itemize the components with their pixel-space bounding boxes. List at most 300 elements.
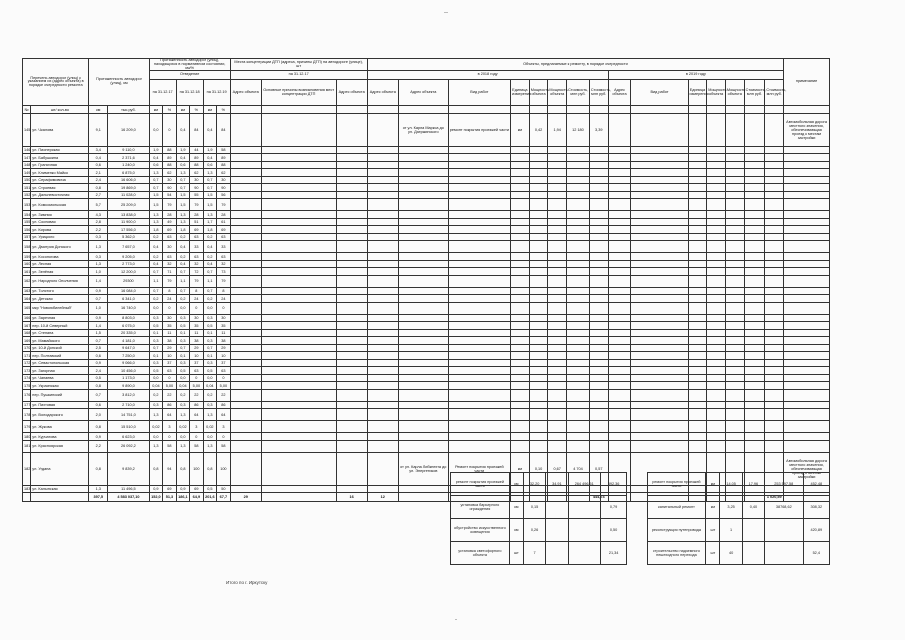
table-row bbox=[23, 211, 830, 219]
table-row bbox=[23, 401, 830, 409]
blank-cell bbox=[336, 367, 367, 375]
blank-cell bbox=[336, 275, 367, 287]
blank-cell bbox=[398, 260, 448, 268]
row-val-e: 0,2 bbox=[203, 295, 216, 303]
row-val-e: 0,7 bbox=[203, 344, 216, 352]
blank-cell bbox=[230, 233, 261, 241]
row-length: 0,3 bbox=[89, 253, 108, 261]
blank-cell bbox=[589, 382, 608, 390]
blank-cell bbox=[448, 260, 510, 268]
blank-cell bbox=[589, 233, 608, 241]
blank-cell bbox=[511, 260, 530, 268]
blank-cell bbox=[784, 161, 830, 169]
blank-cell bbox=[398, 146, 448, 154]
blank-cell bbox=[567, 253, 590, 261]
blank-cell bbox=[725, 169, 744, 177]
blank-cell bbox=[784, 211, 830, 219]
row-val-e: 0,04 bbox=[203, 382, 216, 390]
blank-cell bbox=[567, 184, 590, 192]
blank-cell bbox=[744, 322, 765, 330]
row-name: ул. Серафимовича bbox=[31, 176, 89, 184]
blank-cell bbox=[725, 268, 744, 276]
blank-cell bbox=[688, 295, 707, 303]
blank-cell bbox=[567, 344, 590, 352]
blank-cell bbox=[765, 374, 784, 382]
header-addr-d: Адрес объекта bbox=[398, 80, 448, 106]
blank-cell bbox=[765, 161, 784, 169]
row-val-b: 10 bbox=[163, 352, 176, 360]
bottom-mark: - bbox=[455, 617, 457, 623]
blank-cell bbox=[627, 519, 647, 542]
blank-cell bbox=[261, 233, 336, 241]
blank-cell bbox=[230, 409, 261, 421]
blank-cell bbox=[529, 314, 548, 322]
row-val-a: 0,1 bbox=[149, 352, 162, 360]
row-name: ул. Севастопольская bbox=[31, 359, 89, 367]
total-c: 186,1 bbox=[176, 493, 189, 502]
blank-cell bbox=[725, 191, 744, 199]
header-col-2019: на 31.12.19 bbox=[203, 80, 230, 106]
row-val-c: 0,1 bbox=[176, 352, 189, 360]
row-val-c: 0,7 bbox=[176, 268, 189, 276]
blank-cell bbox=[511, 295, 530, 303]
blank-cell bbox=[707, 218, 726, 226]
row-number: 167 bbox=[24, 323, 31, 328]
blank-cell bbox=[448, 322, 510, 330]
blank-cell bbox=[725, 176, 744, 184]
table-row bbox=[23, 233, 830, 241]
blank-cell bbox=[688, 337, 707, 345]
blank-cell bbox=[261, 211, 336, 219]
blank-cell bbox=[548, 382, 567, 390]
blank-cell bbox=[529, 218, 548, 226]
blank-cell bbox=[261, 253, 336, 261]
header-cause: Основные причины возникновения мест концентрации ДТП bbox=[261, 80, 336, 106]
blank-cell bbox=[548, 253, 567, 261]
blank-cell bbox=[230, 169, 261, 177]
blank-cell bbox=[707, 176, 726, 184]
summary-x1: 1 bbox=[720, 519, 742, 542]
blank-cell bbox=[230, 359, 261, 367]
blank-cell bbox=[784, 344, 830, 352]
row-val-b: 0 bbox=[163, 433, 176, 441]
row-area: 1 173,0 bbox=[108, 374, 150, 382]
blank-cell bbox=[725, 154, 744, 162]
blank-cell bbox=[398, 421, 448, 433]
row-val-f: 86 bbox=[217, 401, 231, 409]
row-name: ул. 10-й Донской bbox=[31, 344, 89, 352]
blank-cell bbox=[367, 253, 398, 261]
blank-cell bbox=[589, 184, 608, 192]
blank-cell bbox=[707, 329, 726, 337]
row-val-a: 0,2 bbox=[149, 253, 162, 261]
blank-cell bbox=[765, 344, 784, 352]
table-row bbox=[23, 329, 830, 337]
row-val-c: 1,5 bbox=[176, 199, 189, 211]
row-area: 20 335,0 bbox=[108, 329, 150, 337]
row-val-a: 0,2 bbox=[149, 233, 162, 241]
row-val-c: 0,7 bbox=[176, 344, 189, 352]
blank-cell bbox=[230, 275, 261, 287]
table-body bbox=[23, 113, 830, 493]
blank-cell bbox=[529, 352, 548, 360]
row-val-c: 0,8 bbox=[176, 452, 189, 485]
blank-cell bbox=[398, 367, 448, 375]
blank-cell bbox=[261, 268, 336, 276]
row-val-b: 63 bbox=[163, 233, 176, 241]
row-val-a: 0,7 bbox=[149, 344, 162, 352]
blank-cell bbox=[548, 329, 567, 337]
blank-cell bbox=[367, 241, 398, 253]
blank-cell bbox=[589, 337, 608, 345]
row-work: Ремонт покрытия проезжей части bbox=[448, 452, 510, 485]
row-val-d: 29 bbox=[190, 344, 203, 352]
blank-cell bbox=[230, 154, 261, 162]
blank-cell bbox=[631, 211, 688, 219]
row-addr: от ул. Карла Либкнехта до ул. Энергетиков bbox=[398, 452, 448, 485]
row-number: 168 bbox=[24, 331, 31, 336]
row-val-d: 88 bbox=[190, 161, 203, 169]
blank-cell bbox=[336, 452, 367, 485]
blank-cell bbox=[529, 440, 548, 452]
row-val-a: 1,3 bbox=[149, 409, 162, 421]
blank-cell bbox=[398, 382, 448, 390]
row-val-a: 0,4 bbox=[149, 260, 162, 268]
row-name: ул. Косоногова bbox=[31, 253, 89, 261]
blank-cell bbox=[688, 191, 707, 199]
blank-cell bbox=[631, 176, 688, 184]
row-note: Автомобильная дорога местного значения, обеспечивающая проезд к местам застройки bbox=[784, 452, 830, 485]
blank-cell bbox=[261, 421, 336, 433]
row-val-b: 63 bbox=[163, 367, 176, 375]
row-name: ул. Толстого bbox=[31, 287, 89, 295]
row-number: 175 bbox=[24, 383, 31, 388]
row-val-d: 58 bbox=[190, 440, 203, 452]
blank-cell bbox=[631, 268, 688, 276]
blank-cell bbox=[261, 374, 336, 382]
blank-cell bbox=[589, 421, 608, 433]
row-val-d: 63 bbox=[190, 253, 203, 261]
blank-cell bbox=[261, 241, 336, 253]
row-area: 16 209,0 bbox=[108, 113, 150, 146]
blank-cell bbox=[367, 440, 398, 452]
total-g: 29 bbox=[230, 493, 261, 502]
blank-cell bbox=[567, 337, 590, 345]
row-val-d: 90 bbox=[190, 184, 203, 192]
table-row bbox=[23, 337, 830, 345]
blank-cell bbox=[230, 211, 261, 219]
row-vol2: 1,94 bbox=[548, 113, 567, 146]
row-length: 0,3 bbox=[89, 233, 108, 241]
blank-cell bbox=[765, 440, 784, 452]
row-val-b: 69 bbox=[163, 485, 176, 493]
blank-cell bbox=[765, 253, 784, 261]
blank-cell bbox=[765, 146, 784, 154]
blank-cell bbox=[548, 421, 567, 433]
row-val-b: 32 bbox=[163, 260, 176, 268]
blank-cell bbox=[448, 233, 510, 241]
row-val-f: 5,00 bbox=[217, 382, 231, 390]
row-val-e: 0,3 bbox=[203, 359, 216, 367]
blank-cell bbox=[744, 389, 765, 401]
blank-cell bbox=[336, 433, 367, 441]
row-length: 0,9 bbox=[89, 359, 108, 367]
row-val-c: 0,7 bbox=[176, 184, 189, 192]
row-val-f: 0 bbox=[217, 374, 231, 382]
row-area: 6 341,0 bbox=[108, 295, 150, 303]
row-val-d: 28 bbox=[190, 211, 203, 219]
blank-cell bbox=[707, 191, 726, 199]
blank-cell bbox=[511, 253, 530, 261]
header-unit-b: Единица измерения bbox=[688, 80, 707, 106]
row-number: 172 bbox=[24, 361, 31, 366]
row-val-b: 94 bbox=[163, 452, 176, 485]
blank-cell bbox=[725, 146, 744, 154]
blank-cell bbox=[336, 409, 367, 421]
header-kmsub: км bbox=[89, 106, 108, 114]
row-val-f: 24 bbox=[217, 295, 231, 303]
header-2019: в 2019 году bbox=[608, 71, 784, 80]
blank-cell bbox=[631, 226, 688, 234]
blank-cell bbox=[448, 367, 510, 375]
blank-cell bbox=[529, 409, 548, 421]
blank bbox=[725, 106, 744, 114]
blank-cell bbox=[511, 184, 530, 192]
blank-cell bbox=[627, 473, 647, 496]
blank-cell bbox=[398, 176, 448, 184]
blank-cell bbox=[744, 374, 765, 382]
blank-cell bbox=[261, 154, 336, 162]
blank-cell bbox=[230, 389, 261, 401]
blank-cell bbox=[765, 382, 784, 390]
blank-cell bbox=[261, 337, 336, 345]
table-row bbox=[23, 260, 830, 268]
row-val-c: 0,4 bbox=[176, 260, 189, 268]
row-val-b: 63 bbox=[163, 253, 176, 261]
blank-cell bbox=[589, 409, 608, 421]
blank-cell bbox=[744, 344, 765, 352]
row-length: 0,9 bbox=[89, 433, 108, 441]
row-area: 26 092,2 bbox=[108, 440, 150, 452]
row-number: 180 bbox=[24, 434, 31, 439]
table-row bbox=[23, 184, 830, 192]
blank bbox=[398, 493, 448, 502]
row-val-e: 1,7 bbox=[203, 218, 216, 226]
blank-cell bbox=[448, 302, 510, 314]
blank-cell bbox=[511, 275, 530, 287]
blank-cell bbox=[784, 295, 830, 303]
row-val-f: 64 bbox=[217, 409, 231, 421]
row-val-e: 0,6 bbox=[203, 161, 216, 169]
blank-cell bbox=[688, 113, 707, 146]
blank-cell bbox=[448, 352, 510, 360]
blank-cell bbox=[511, 382, 530, 390]
row-number: 170 bbox=[24, 346, 31, 351]
blank-cell bbox=[631, 154, 688, 162]
blank-cell bbox=[744, 260, 765, 268]
blank-cell bbox=[230, 314, 261, 322]
header-km-3: км bbox=[203, 106, 216, 114]
row-val-e: 0,3 bbox=[203, 314, 216, 322]
blank-cell bbox=[336, 184, 367, 192]
blank-cell bbox=[336, 485, 367, 493]
row-val-b: 37 bbox=[163, 359, 176, 367]
blank-cell bbox=[261, 329, 336, 337]
row-val-e: 0,2 bbox=[203, 253, 216, 261]
row-length: 4,3 bbox=[89, 211, 108, 219]
blank-cell bbox=[589, 344, 608, 352]
row-val-f: 63 bbox=[217, 367, 231, 375]
row-val-d: 63 bbox=[190, 367, 203, 375]
blank-cell bbox=[336, 389, 367, 401]
blank-cell bbox=[548, 344, 567, 352]
row-number: 177 bbox=[24, 403, 31, 408]
blank-cell bbox=[744, 233, 765, 241]
row-val-e: 0,3 bbox=[203, 337, 216, 345]
blank-cell bbox=[448, 218, 510, 226]
row-val-d: 0 bbox=[190, 302, 203, 314]
blank-cell bbox=[744, 241, 765, 253]
blank-cell bbox=[725, 440, 744, 452]
row-name: ул. Строевая bbox=[31, 184, 89, 192]
blank-cell bbox=[448, 337, 510, 345]
header-addr-a: Адрес объекта bbox=[230, 80, 261, 106]
blank-cell bbox=[589, 275, 608, 287]
blank-cell bbox=[529, 253, 548, 261]
blank-cell bbox=[398, 314, 448, 322]
row-val-a: 1,8 bbox=[149, 226, 162, 234]
blank-cell bbox=[261, 352, 336, 360]
blank-cell bbox=[230, 191, 261, 199]
blank-cell bbox=[688, 199, 707, 211]
row-val-b: 88 bbox=[163, 161, 176, 169]
blank-cell bbox=[529, 329, 548, 337]
blank-cell bbox=[707, 199, 726, 211]
blank-cell bbox=[688, 211, 707, 219]
header-pct-2: % bbox=[190, 106, 203, 114]
summary-x2: 0,40 bbox=[742, 496, 764, 519]
blank-cell bbox=[261, 169, 336, 177]
row-area: 11 900,0 bbox=[108, 218, 150, 226]
blank-cell bbox=[784, 146, 830, 154]
blank-cell bbox=[707, 253, 726, 261]
blank-cell bbox=[448, 314, 510, 322]
row-val-b: 38 bbox=[163, 337, 176, 345]
row-val-e: 0,7 bbox=[203, 287, 216, 295]
header-unit-km: шт/ кол-во bbox=[31, 106, 89, 114]
blank-cell bbox=[688, 275, 707, 287]
row-val-c: 1,3 bbox=[176, 440, 189, 452]
header-volume-d: Мощность объекта bbox=[725, 80, 744, 106]
summary-w1: обустройство искусственного освещения bbox=[451, 519, 510, 542]
blank-cell bbox=[707, 409, 726, 421]
table-row bbox=[23, 302, 830, 314]
blank-cell bbox=[230, 241, 261, 253]
blank-cell bbox=[367, 287, 398, 295]
blank-cell bbox=[784, 337, 830, 345]
row-number: 146 bbox=[24, 148, 31, 153]
row-val-b: 79 bbox=[163, 275, 176, 287]
roads-table bbox=[22, 58, 830, 502]
row-length: 2,2 bbox=[89, 440, 108, 452]
blank-cell bbox=[784, 401, 830, 409]
blank-cell bbox=[448, 241, 510, 253]
blank-cell bbox=[608, 275, 631, 287]
blank-cell bbox=[448, 359, 510, 367]
blank-cell bbox=[511, 389, 530, 401]
row-val-a: 0,3 bbox=[149, 314, 162, 322]
row-name: ул. Сосновая bbox=[31, 218, 89, 226]
row-name: ул. Зелёная bbox=[31, 268, 89, 276]
blank-cell bbox=[608, 113, 631, 146]
blank-cell bbox=[725, 218, 744, 226]
row-val-e: 0,7 bbox=[203, 176, 216, 184]
blank-cell bbox=[765, 389, 784, 401]
blank-cell bbox=[230, 199, 261, 211]
blank-cell bbox=[367, 352, 398, 360]
row-area: 29300 bbox=[108, 275, 150, 287]
blank-cell bbox=[548, 359, 567, 367]
blank-cell bbox=[589, 218, 608, 226]
row-val-b: 29 bbox=[163, 344, 176, 352]
blank-cell bbox=[688, 440, 707, 452]
blank-cell bbox=[631, 401, 688, 409]
blank-cell bbox=[567, 191, 590, 199]
blank-cell bbox=[398, 241, 448, 253]
blank-cell bbox=[261, 113, 336, 146]
blank-cell bbox=[765, 241, 784, 253]
row-number: 148 bbox=[24, 163, 31, 168]
row-length: 0,7 bbox=[89, 337, 108, 345]
blank-cell bbox=[627, 496, 647, 519]
summary-x1: 3,25 bbox=[720, 496, 742, 519]
blank-cell bbox=[336, 161, 367, 169]
blank-cell bbox=[448, 382, 510, 390]
blank-cell bbox=[784, 322, 830, 330]
row-area: 13 838,0 bbox=[108, 211, 150, 219]
blank-cell bbox=[529, 374, 548, 382]
blank-cell bbox=[230, 382, 261, 390]
blank-cell bbox=[744, 184, 765, 192]
blank-cell bbox=[631, 359, 688, 367]
row-val-d: 22 bbox=[190, 389, 203, 401]
row-number: 154 bbox=[24, 212, 31, 217]
blank-cell bbox=[261, 191, 336, 199]
blank-cell bbox=[608, 154, 631, 162]
blank-cell bbox=[784, 199, 830, 211]
row-number: 182 bbox=[23, 452, 31, 485]
blank-cell bbox=[230, 146, 261, 154]
blank-cell bbox=[608, 374, 631, 382]
row-val-c: 0,5 bbox=[176, 322, 189, 330]
blank-cell bbox=[608, 169, 631, 177]
blank-cell bbox=[765, 176, 784, 184]
row-val-c: 0,2 bbox=[176, 233, 189, 241]
row-val-c: 0,2 bbox=[176, 389, 189, 401]
blank-cell bbox=[448, 154, 510, 162]
table-row bbox=[23, 253, 830, 261]
blank-cell bbox=[548, 211, 567, 219]
blank-cell bbox=[707, 233, 726, 241]
blank-cell bbox=[230, 184, 261, 192]
row-val-d: 24 bbox=[190, 295, 203, 303]
blank-cell bbox=[725, 199, 744, 211]
row-name: ул. Курчатова bbox=[31, 433, 89, 441]
row-val-d: 63 bbox=[190, 233, 203, 241]
blank bbox=[744, 106, 765, 114]
header-pct-3: % bbox=[217, 106, 231, 114]
blank-cell bbox=[398, 226, 448, 234]
